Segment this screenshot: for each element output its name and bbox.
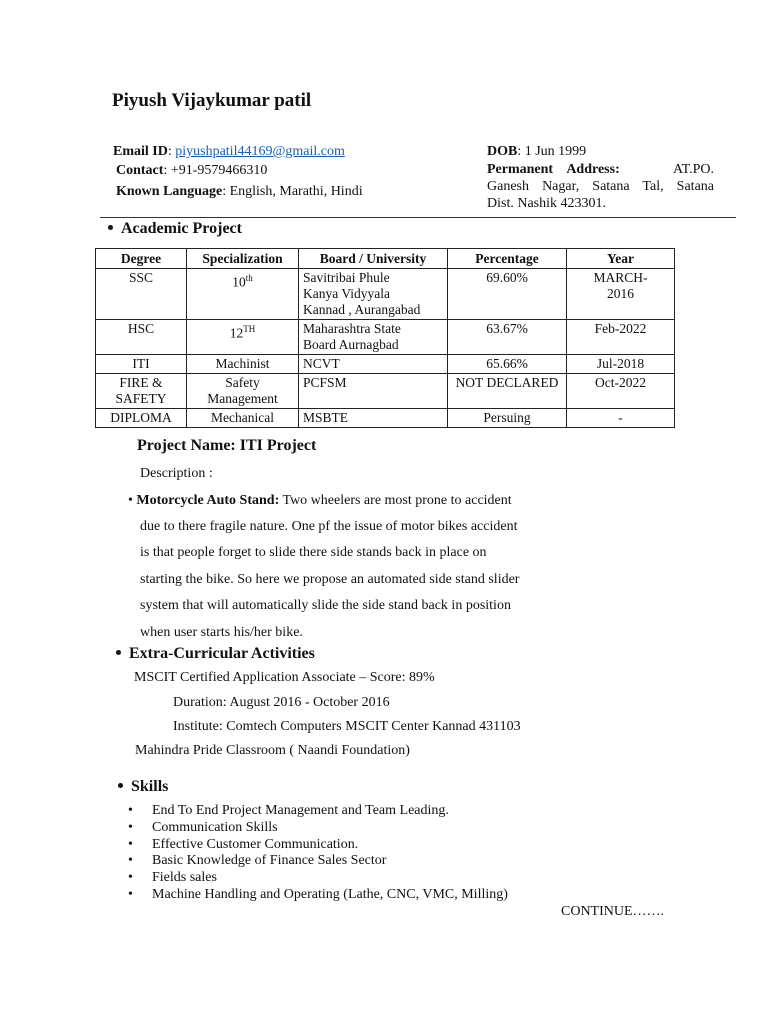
academic-table xyxy=(95,248,675,428)
email-link[interactable]: piyushpatil44169@gmail.com xyxy=(175,144,345,159)
bullet-icon xyxy=(108,225,113,230)
cell-year: Oct-2022 xyxy=(567,374,675,409)
extra-heading-text: Extra-Curricular Activities xyxy=(129,645,315,662)
table-row xyxy=(96,355,675,374)
col-specialization: Specialization xyxy=(187,249,299,269)
project-item-title: Motorcycle Auto Stand: xyxy=(136,493,280,508)
project-line: starting the bike. So here we propose an automated side stand slider xyxy=(140,572,520,587)
table-row xyxy=(96,320,675,355)
academic-heading xyxy=(108,220,242,238)
address-line-1: AT.PO. xyxy=(673,162,714,177)
dob-row xyxy=(487,142,586,162)
email-label: Email ID xyxy=(113,144,168,159)
bullet-icon: • xyxy=(128,870,133,886)
project-description-label: Description : xyxy=(140,466,213,481)
academic-heading-text: Academic Project xyxy=(121,220,242,237)
table-row xyxy=(96,409,675,428)
project-item-line-1 xyxy=(128,493,512,509)
project-line: Two wheelers are most prone to accident xyxy=(282,493,512,508)
list-item: • Communication Skills xyxy=(128,819,278,835)
cell-board: PCFSM xyxy=(299,374,448,409)
language-label: Known Language xyxy=(116,184,223,199)
col-year: Year xyxy=(567,249,675,269)
cell-degree: ITI xyxy=(96,355,187,374)
table-row xyxy=(96,269,675,320)
cell-percentage: NOT DECLARED xyxy=(448,374,567,409)
extra-line: Mahindra Pride Classroom ( Naandi Foundation) xyxy=(135,743,410,758)
cell-degree: SSC xyxy=(96,269,187,320)
col-board: Board / University xyxy=(299,249,448,269)
project-line: when user starts his/her bike. xyxy=(140,625,303,640)
project-line: is that people forget to slide there side stands back in place on xyxy=(140,545,487,560)
list-item: • End To End Project Management and Team Leading. xyxy=(128,803,449,818)
project-line: due to there fragile nature. One pf the issue of motor bikes accident xyxy=(140,519,518,534)
skills-list xyxy=(108,803,508,904)
cell-board: NCVT xyxy=(299,355,448,374)
address-block xyxy=(487,161,714,212)
cell-year: Feb-2022 xyxy=(567,320,675,355)
cell-spec: Mechanical xyxy=(187,409,299,428)
address-line-3: Dist. Nashik 423301. xyxy=(487,196,606,211)
cell-spec: 12TH xyxy=(187,320,299,355)
bullet-icon xyxy=(118,783,123,788)
cell-board: Maharashtra State Board Aurnagbad xyxy=(299,320,448,355)
bullet-icon: • xyxy=(128,836,133,852)
table-header-row xyxy=(96,249,675,269)
contact-label: Contact xyxy=(116,163,164,178)
bullet-icon: • xyxy=(128,853,133,869)
dob-label: DOB xyxy=(487,144,518,159)
cell-degree: FIRE & SAFETY xyxy=(96,374,187,409)
cell-spec: 10th xyxy=(187,269,299,320)
cell-percentage: 65.66% xyxy=(448,355,567,374)
table-row xyxy=(96,374,675,409)
header-divider xyxy=(100,217,736,218)
bullet-icon: • xyxy=(128,819,133,835)
extra-heading xyxy=(116,645,315,663)
bullet-icon: • xyxy=(128,803,133,818)
extra-line: Duration: August 2016 - October 2016 xyxy=(173,695,390,710)
list-item: • Effective Customer Communication. xyxy=(128,836,359,852)
list-item: • Fields sales xyxy=(128,870,217,886)
cell-spec: Safety Management xyxy=(187,374,299,409)
list-item: • Machine Handling and Operating (Lathe, CNC, VMC, Milling) xyxy=(128,886,508,902)
skills-heading-text: Skills xyxy=(131,778,169,795)
cell-spec: Machinist xyxy=(187,355,299,374)
candidate-name: Piyush Vijaykumar patil xyxy=(112,90,312,111)
cell-year: - xyxy=(567,409,675,428)
cell-year: MARCH- 2016 xyxy=(567,269,675,320)
cell-board: MSBTE xyxy=(299,409,448,428)
contact-row xyxy=(116,161,267,181)
bullet-icon xyxy=(116,650,121,655)
col-percentage: Percentage xyxy=(448,249,567,269)
address-label: Permanent Address: xyxy=(487,162,620,177)
dob-value: : 1 Jun 1999 xyxy=(517,144,587,159)
list-item: • Basic Knowledge of Finance Sales Sector xyxy=(128,853,387,869)
cell-degree: HSC xyxy=(96,320,187,355)
contact-value: : +91-9579466310 xyxy=(163,163,268,178)
cell-percentage: 69.60% xyxy=(448,269,567,320)
email-row: Email ID: piyushpatil44169@gmail.com xyxy=(113,144,345,159)
cell-percentage: Persuing xyxy=(448,409,567,428)
address-line-2: Ganesh Nagar, Satana Tal, Satana xyxy=(487,179,714,194)
language-row xyxy=(116,182,363,202)
col-degree: Degree xyxy=(96,249,187,269)
project-name: Project Name: ITI Project xyxy=(137,437,317,454)
project-line: system that will automatically slide the side stand back in position xyxy=(140,598,511,613)
cell-year: Jul-2018 xyxy=(567,355,675,374)
cell-percentage: 63.67% xyxy=(448,320,567,355)
cell-degree: DIPLOMA xyxy=(96,409,187,428)
language-value: : English, Marathi, Hindi xyxy=(222,184,363,199)
extra-line: Institute: Comtech Computers MSCIT Center Kannad 431103 xyxy=(173,719,521,734)
bullet-icon: • xyxy=(128,493,133,508)
skills-heading xyxy=(118,778,168,796)
extra-line: MSCIT Certified Application Associate – Score: 89% xyxy=(134,670,435,685)
cell-board: Savitribai Phule Kanya Vidyyala Kannad , Aurangabad xyxy=(299,269,448,320)
continue-text: CONTINUE……. xyxy=(561,904,665,919)
bullet-icon: • xyxy=(128,886,133,902)
